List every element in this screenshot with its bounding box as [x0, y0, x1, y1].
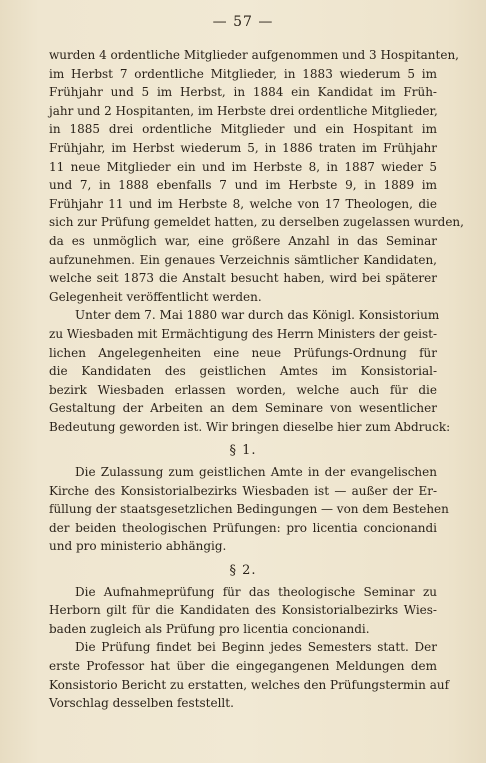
text-line: Frühjahr, im Herbst wiederum 5, in 1886 traten im Frühjahr	[49, 140, 437, 155]
text-line: sich zur Prüfung gemeldet hatten, zu derselben zugelassen wurden,	[49, 215, 464, 230]
text-line: Kirche des Konsistorialbezirks Wiesbaden ist — außer der Er-	[49, 483, 437, 498]
section-1-text	[49, 463, 449, 556]
text-line: füllung der staatsgesetzlichen Bedingungen — von dem Bestehen	[49, 502, 449, 517]
text-line: wurden 4 ordentliche Mitglieder aufgenommen und 3 Hospitanten,	[49, 48, 459, 62]
text-line: welche seit 1873 die Anstalt besucht haben, wird bei späterer	[49, 271, 437, 286]
text-line: die Kandidaten des geistlichen Amtes im Konsistorial-	[49, 364, 437, 379]
text-line: zu Wiesbaden mit Ermächtigung des Herrn Ministers der geist-	[49, 326, 437, 341]
text-line: der beiden theologischen Prüfungen: pro licentia concionandi	[49, 520, 437, 535]
text-line: und pro ministerio abhängig.	[49, 539, 227, 554]
page-number: — 57 —	[212, 14, 274, 30]
text-line: Die Prüfung findet bei Beginn jedes Semesters statt. Der	[75, 640, 437, 655]
text-line: im Herbst 7 ordentliche Mitglieder, in 1883 wiederum 5 im	[49, 66, 437, 81]
text-line: und 7, in 1888 ebenfalls 7 und im Herbste 9, in 1889 im	[49, 178, 437, 193]
paragraph-statistics	[49, 46, 464, 306]
text-line: Konsistorio Bericht zu erstatten, welches den Prüfungstermin auf	[49, 677, 450, 692]
paragraph-exam-regulation	[49, 306, 451, 436]
section-2-text-a	[49, 583, 437, 639]
section-heading-2: § 2.	[229, 563, 257, 579]
text-line: Unter dem 7. Mai 1880 war durch das Königl. Konsistorium	[75, 308, 440, 323]
text-line: erste Professor hat über die eingegangenen Meldungen dem	[49, 659, 437, 673]
text-line: Vorschlag desselben feststellt.	[49, 696, 234, 711]
text-line: bezirk Wiesbaden erlassen worden, welche auch für die	[49, 382, 437, 397]
page-body	[49, 46, 464, 713]
text-line: Bedeutung geworden ist. Wir bringen dieselbe hier zum Abdruck:	[49, 419, 451, 434]
text-line: da es unmöglich war, eine größere Anzahl in das Seminar	[49, 233, 437, 248]
text-line: Gestaltung der Arbeiten an dem Seminare von wesentlicher	[49, 401, 437, 416]
text-line: Frühjahr 11 und im Herbste 8, welche von 17 Theologen, die	[49, 196, 437, 211]
text-line: baden zugleich als Prüfung pro licentia concionandi.	[49, 621, 370, 636]
text-line: in 1885 drei ordentliche Mitglieder und ein Hospitant im	[49, 122, 437, 137]
text-line: 11 neue Mitglieder ein und im Herbste 8, in 1887 wieder 5	[49, 159, 437, 174]
text-line: Herborn gilt für die Kandidaten des Konsistorialbezirks Wies-	[49, 603, 437, 618]
text-line: Die Aufnahmeprüfung für das theologische Seminar zu	[75, 584, 437, 599]
text-line: jahr und 2 Hospitanten, im Herbste drei ordentliche Mitglieder,	[49, 103, 438, 118]
text-line: lichen Angelegenheiten eine neue Prüfungs-Ordnung für	[49, 345, 437, 360]
section-2-text-b	[49, 638, 450, 712]
text-line: Frühjahr und 5 im Herbst, in 1884 ein Kandidat im Früh-	[49, 85, 437, 100]
text-line: Gelegenheit veröffentlicht werden.	[49, 289, 262, 304]
text-line: Die Zulassung zum geistlichen Amte in der evangelischen	[75, 465, 437, 480]
section-heading-1: § 1.	[229, 443, 257, 459]
text-line: aufzunehmen. Ein genaues Verzeichnis sämtlicher Kandidaten,	[49, 252, 437, 267]
